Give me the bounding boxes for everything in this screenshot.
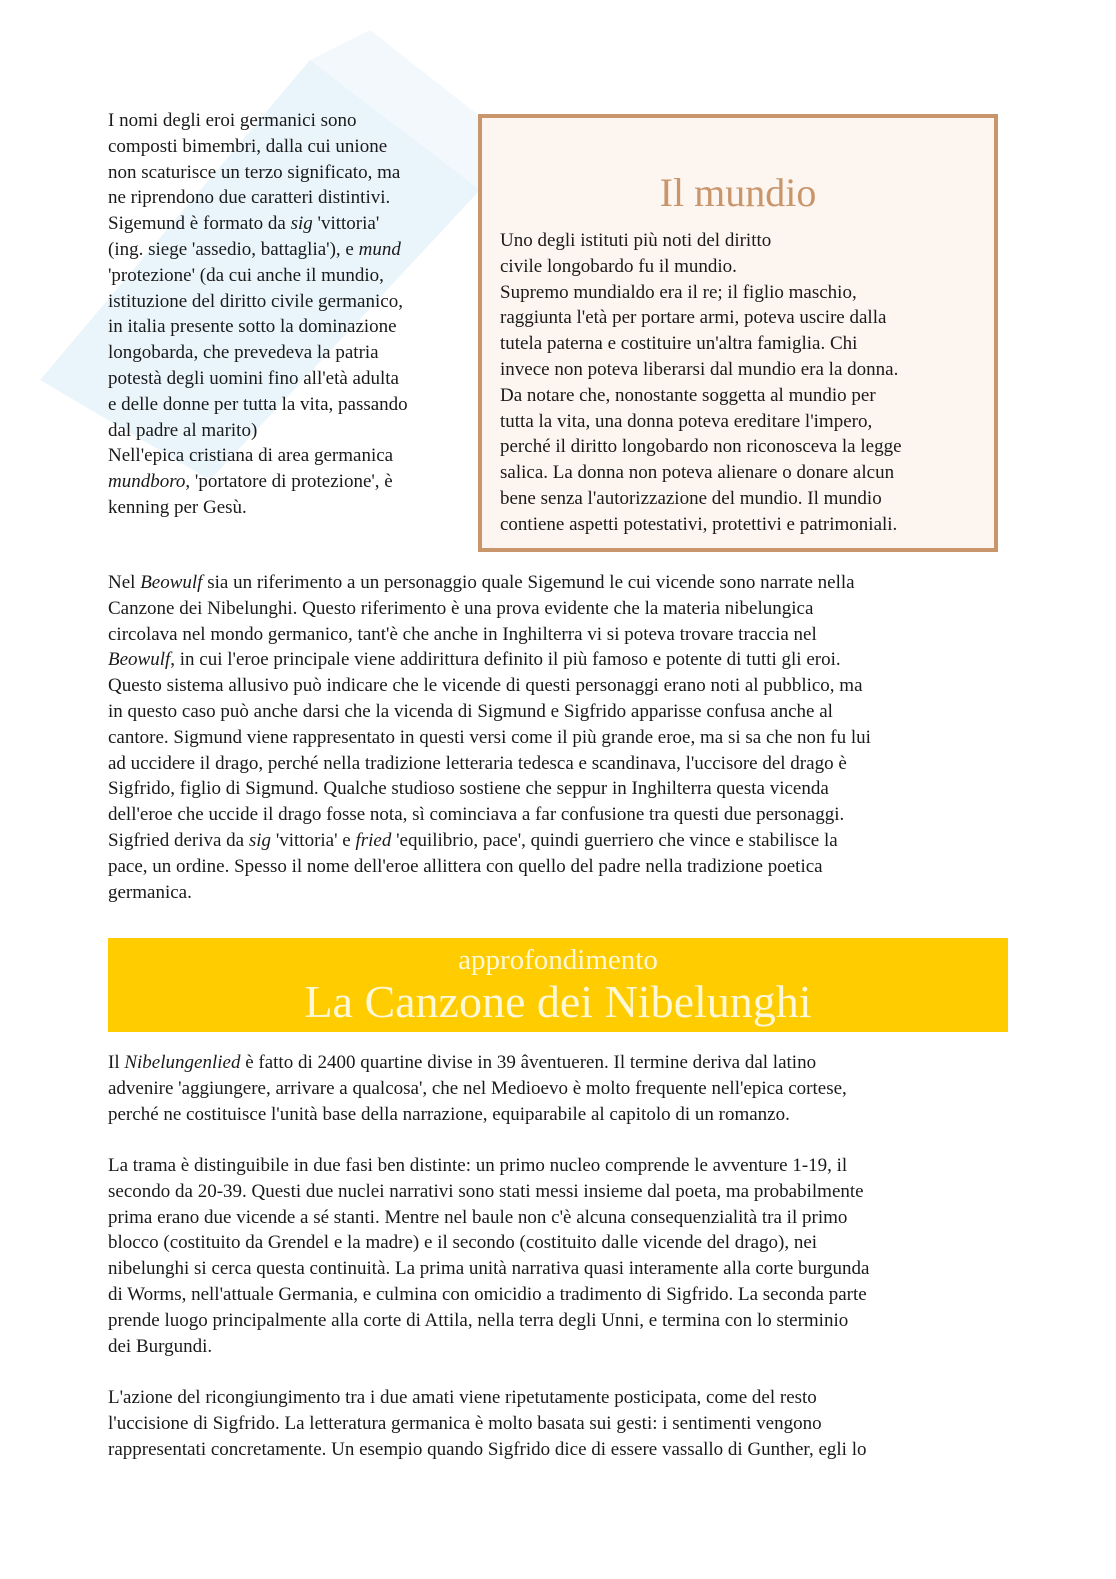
italic-term: sig [248, 829, 272, 851]
text-run: pace, un ordine. Spesso il nome dell'eroe allittera con quello del padre nella tradizione poetica [108, 855, 823, 877]
box-text-line: invece non poteva liberarsi dal mundio era la donna. [500, 358, 899, 380]
text-run: 'vittoria' e [271, 829, 356, 851]
text-run: e delle donne per tutta la vita, passando [108, 393, 408, 415]
text-run: circolava nel mondo germanico, tant'è che anche in Inghilterra vi si poteva trovare traccia nel [108, 623, 817, 645]
text-run: L'azione del ricongiungimento tra i due amati viene ripetutamente posticipata, come del resto [108, 1387, 817, 1408]
text-line [108, 418, 468, 444]
text-line [108, 725, 1008, 751]
text-run: 'equilibrio, pace', quindi guerriero che vince e stabilisce la [391, 829, 838, 851]
text-line [108, 596, 1008, 622]
text-line [108, 314, 468, 340]
left-column-text [108, 108, 468, 521]
text-run: l'uccisione di Sigfrido. La letteratura germanica è molto basata sui gesti: i sentimenti vengono [108, 1412, 822, 1434]
text-run: 'protezione' (da cui anche il mundio, [108, 264, 384, 286]
box-text-line: tutela paterna e costituire un'altra famiglia. Chi [500, 333, 858, 355]
text-run: Nell'epica cristiana di area germanica [108, 445, 394, 467]
italic-term: sig [290, 213, 313, 235]
mundio-box [478, 114, 998, 552]
text-line [108, 366, 468, 392]
paragraph-trama [108, 1153, 1008, 1359]
text-run: prima erano due vicende a sé stanti. Mentre nel baule non c'è alcuna consequenzialità tra il primo [108, 1206, 848, 1228]
text-line [108, 443, 468, 469]
text-run: kenning per Gesù. [108, 496, 247, 518]
box-text-line: civile longobardo fu il mundio. [500, 255, 737, 277]
text-line [108, 673, 1008, 699]
banner-subtitle: approfondimento [458, 944, 658, 976]
mundio-box-title: Il mundio [659, 170, 817, 215]
italic-term: Beowulf [108, 649, 171, 671]
box-text-line: Supremo mundialdo era il re; il figlio maschio, [500, 281, 857, 303]
text-run: composti bimembri, dalla cui unione [108, 135, 388, 157]
text-line [108, 108, 468, 134]
text-run: , in cui l'eroe principale viene addirittura definito il più famoso e potente di tutti gli eroi. [170, 649, 841, 671]
text-run: 'vittoria' [312, 213, 380, 235]
box-text-line: Uno degli istituti più noti del diritto [500, 230, 772, 251]
paragraph-azione [108, 1385, 1008, 1462]
text-run: sia un riferimento a un personaggio quale Sigemund le cui vicende sono narrate nella [202, 572, 855, 593]
text-line [108, 1282, 1008, 1308]
box-text-line: tutta la vita, una donna poteva ereditare l'impero, [500, 410, 873, 432]
text-run: germanica. [108, 881, 192, 903]
text-line [108, 699, 1008, 725]
text-line [108, 134, 468, 160]
text-line [108, 1256, 1008, 1282]
text-run: Canzone dei Nibelunghi. Questo riferimento è una prova evidente che la materia nibelungica [108, 597, 814, 619]
text-run: secondo da 20-39. Questi due nuclei narrativi sono stati messi insieme dal poeta, ma probabilmente [108, 1180, 864, 1202]
text-line [108, 289, 468, 315]
text-line [108, 751, 1008, 777]
text-line [108, 237, 468, 263]
text-line [108, 570, 1008, 596]
italic-term: Beowulf [140, 572, 203, 593]
text-run: La trama è distinguibile in due fasi ben distinte: un primo nucleo comprende le avventure 1-19, il [108, 1155, 848, 1176]
text-run: Sigfrido, figlio di Sigmund. Qualche studioso sostiene che seppur in Inghilterra questa vicenda [108, 778, 829, 800]
italic-term: Nibelungenlied [124, 1052, 241, 1073]
text-run: Nel [108, 572, 141, 593]
banner-title: La Canzone dei Nibelunghi [304, 976, 812, 1027]
box-text-line: perché il diritto longobardo non riconosceva la legge [500, 436, 902, 458]
text-run: , 'portatore di protezione', è [185, 471, 393, 493]
text-line [108, 1385, 1008, 1411]
text-line [108, 160, 468, 186]
text-run: non scaturisce un terzo significato, ma [108, 161, 401, 183]
text-line [108, 495, 468, 521]
text-run: ne riprendono due caratteri distintivi. [108, 187, 391, 209]
text-run: I nomi degli eroi germanici sono [108, 110, 357, 131]
text-line [108, 469, 468, 495]
italic-term: mund [358, 238, 401, 260]
text-line [108, 1050, 1008, 1076]
text-line [108, 185, 468, 211]
text-run: dal padre al marito) [108, 419, 258, 441]
text-line [108, 1437, 1008, 1463]
mundio-box-text [500, 228, 976, 538]
text-line [108, 1308, 1008, 1334]
text-run: in questo caso può anche darsi che la vicenda di Sigmund e Sigfrido apparisse confusa anche al [108, 700, 833, 722]
text-line [108, 1205, 1008, 1231]
box-text-line: bene senza l'autorizzazione del mundio. Il mundio [500, 487, 882, 509]
text-line [108, 622, 1008, 648]
text-line [108, 211, 468, 237]
text-run: è fatto di 2400 quartine divise in 39 âventueren. Il termine deriva dal latino [240, 1052, 817, 1073]
text-run: in italia presente sotto la dominazione [108, 316, 397, 338]
text-line [108, 647, 1008, 673]
paragraph-beowulf [108, 570, 1008, 905]
section-banner [108, 938, 1008, 1032]
text-run: perché ne costituisce l'unità base della narrazione, equiparabile al capitolo di un romanzo. [108, 1103, 790, 1125]
text-run: longobarda, che prevedeva la patria [108, 342, 379, 364]
text-run: Questo sistema allusivo può indicare che le vicende di questi personaggi erano noti al pubblico, ma [108, 675, 863, 697]
box-text-line: Da notare che, nonostante soggetta al mundio per [500, 384, 876, 406]
text-run: di Worms, nell'attuale Germania, e culmina con omicidio a tradimento di Sigfrido. La seconda parte [108, 1283, 867, 1305]
text-line [108, 854, 1008, 880]
text-run: Il [108, 1052, 125, 1073]
text-run: (ing. siege 'assedio, battaglia'), e [108, 238, 359, 260]
text-line [108, 263, 468, 289]
text-line [108, 880, 1008, 906]
text-run: Sigemund è formato da [108, 213, 291, 235]
text-line [108, 776, 1008, 802]
box-text-line: contiene aspetti potestativi, protettivi e patrimoniali. [500, 513, 898, 535]
text-run: potestà degli uomini fino all'età adulta [108, 367, 399, 389]
text-run: dei Burgundi. [108, 1335, 213, 1357]
text-run: nibelunghi si cerca questa continuità. La prima unità narrativa quasi interamente alla corte burgunda [108, 1258, 870, 1280]
text-run: istituzione del diritto civile germanico, [108, 290, 403, 312]
text-line [108, 1102, 1008, 1128]
text-line [108, 1230, 1008, 1256]
text-line [108, 828, 1008, 854]
text-run: ad uccidere il drago, perché nella tradizione letteraria tedesca e scandinava, l'uccisore del drago è [108, 752, 847, 774]
paragraph-nibelungenlied [108, 1050, 1008, 1127]
text-run: cantore. Sigmund viene rappresentato in questi versi come il più grande eroe, ma si sa che non fu lui [108, 726, 871, 748]
text-run: advenire 'aggiungere, arrivare a qualcosa', che nel Medioevo è molto frequente nell'epica cortese, [108, 1077, 847, 1099]
text-run: rappresentati concretamente. Un esempio quando Sigfrido dice di essere vassallo di Gunther, egli lo [108, 1438, 867, 1460]
text-line [108, 392, 468, 418]
text-run: blocco (costituito da Grendel e la madre) e il secondo (costituito dalle vicende del drago), nei [108, 1232, 818, 1254]
text-line [108, 1153, 1008, 1179]
text-line [108, 1334, 1008, 1360]
box-text-line: salica. La donna non poteva alienare o donare alcun [500, 462, 895, 484]
text-line [108, 1179, 1008, 1205]
text-run: Sigfried deriva da [108, 829, 249, 851]
italic-term: mundboro [108, 471, 186, 493]
text-line [108, 1411, 1008, 1437]
text-run: dell'eroe che uccide il drago fosse nota, sì cominciava a far confusione tra questi due personaggi. [108, 804, 845, 826]
text-line [108, 802, 1008, 828]
text-line [108, 1076, 1008, 1102]
text-run: prende luogo principalmente alla corte di Attila, nella terra degli Unni, e termina con lo sterminio [108, 1309, 849, 1331]
text-line [108, 340, 468, 366]
italic-term: fried [355, 829, 392, 851]
box-text-line: raggiunta l'età per portare armi, poteva uscire dalla [500, 307, 887, 329]
